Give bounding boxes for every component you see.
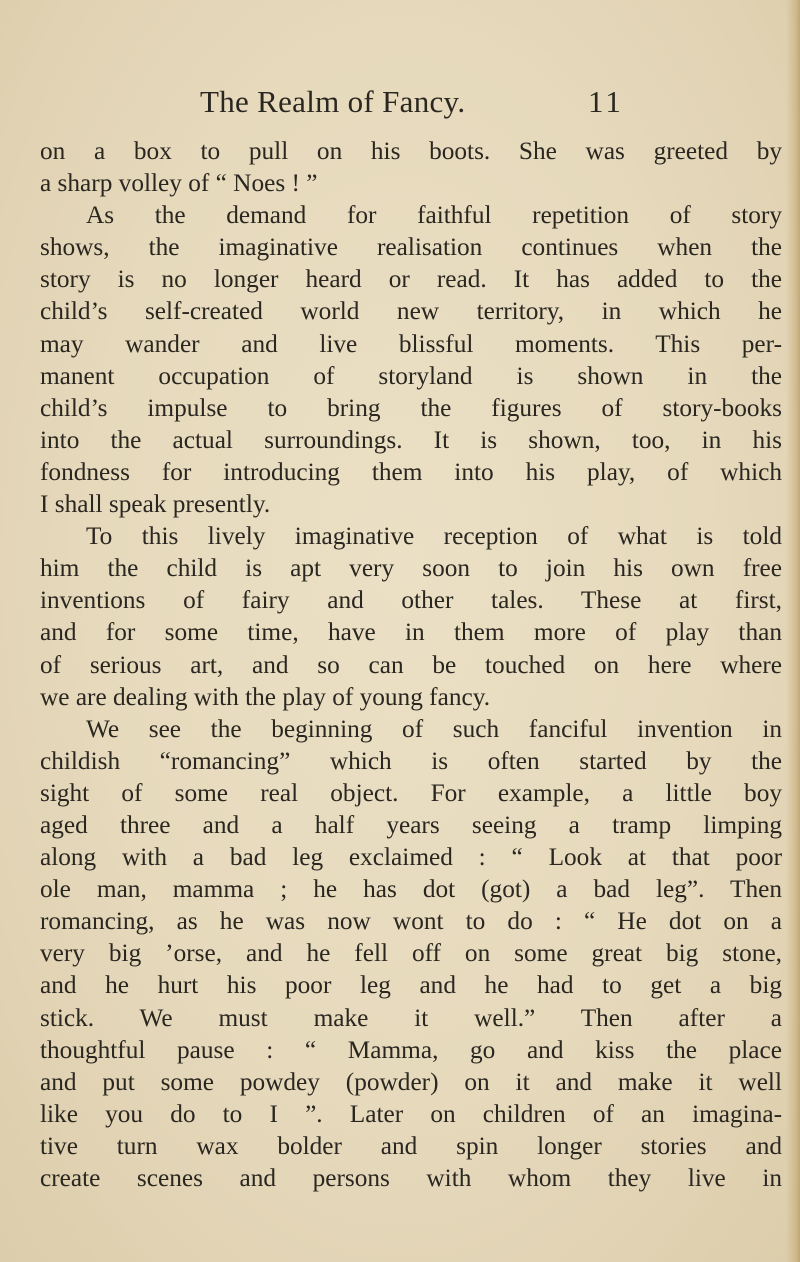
text-line: thoughtful pause : “ Mamma, go and kiss the place	[40, 1035, 782, 1064]
page-number: 11	[588, 84, 624, 119]
text-line: we are dealing with the play of young fancy.	[40, 682, 491, 711]
text-line: manent occupation of storyland is shown in the	[40, 361, 782, 390]
text-line: sight of some real object. For example, a little boy	[40, 778, 782, 807]
text-line: like you do to I ”. Later on children of an imagina-	[40, 1099, 782, 1128]
text-line: childish “romancing” which is often started by the	[40, 746, 782, 775]
text-line: child’s self-created world new territory, in which he	[40, 297, 782, 326]
text-line: shows, the imaginative realisation continues when the	[40, 233, 782, 262]
text-line: him the child is apt very soon to join his own free	[40, 554, 782, 583]
running-title: The Realm of Fancy.	[200, 84, 466, 119]
text-line: We see the beginning of such fanciful invention in	[86, 714, 782, 743]
text-line: a sharp volley of “ Noes ! ”	[40, 169, 318, 198]
running-head	[200, 84, 630, 124]
text-line: and for some time, have in them more of play than	[40, 618, 782, 647]
page-edge-shading	[786, 0, 800, 1262]
text-line: create scenes and persons with whom they live in	[40, 1164, 782, 1192]
text-line: and he hurt his poor leg and he had to get a big	[40, 971, 782, 1000]
text-line: may wander and live blissful moments. This per-	[40, 329, 782, 358]
text-line: of serious art, and so can be touched on here where	[40, 650, 782, 679]
text-line: and put some powdey (powder) on it and make it well	[40, 1067, 782, 1096]
text-line: stick. We must make it well.” Then after a	[40, 1003, 782, 1032]
text-line: romancing, as he was now wont to do : “ He dot on a	[40, 907, 782, 936]
text-line: To this lively imaginative reception of what is told	[86, 522, 782, 551]
text-line: fondness for introducing them into his play, of which	[40, 457, 782, 486]
text-line: aged three and a half years seeing a tramp limping	[40, 810, 782, 839]
text-line: into the actual surroundings. It is shown, too, in his	[40, 425, 782, 454]
text-line: As the demand for faithful repetition of story	[86, 201, 782, 230]
text-line: on a box to pull on his boots. She was greeted by	[40, 137, 782, 165]
text-line: very big ’orse, and he fell off on some great big stone,	[40, 939, 782, 968]
body-text	[40, 135, 782, 1194]
text-line: child’s impulse to bring the figures of story-books	[40, 393, 782, 422]
text-line: tive turn wax bolder and spin longer stories and	[40, 1131, 782, 1160]
text-line: story is no longer heard or read. It has added to the	[40, 265, 782, 294]
text-line: inventions of fairy and other tales. These at first,	[40, 586, 782, 615]
text-line: ole man, mamma ; he has dot (got) a bad leg”. Then	[40, 875, 782, 904]
text-line: I shall speak presently.	[40, 490, 271, 519]
text-line: along with a bad leg exclaimed : “ Look at that poor	[40, 843, 782, 872]
